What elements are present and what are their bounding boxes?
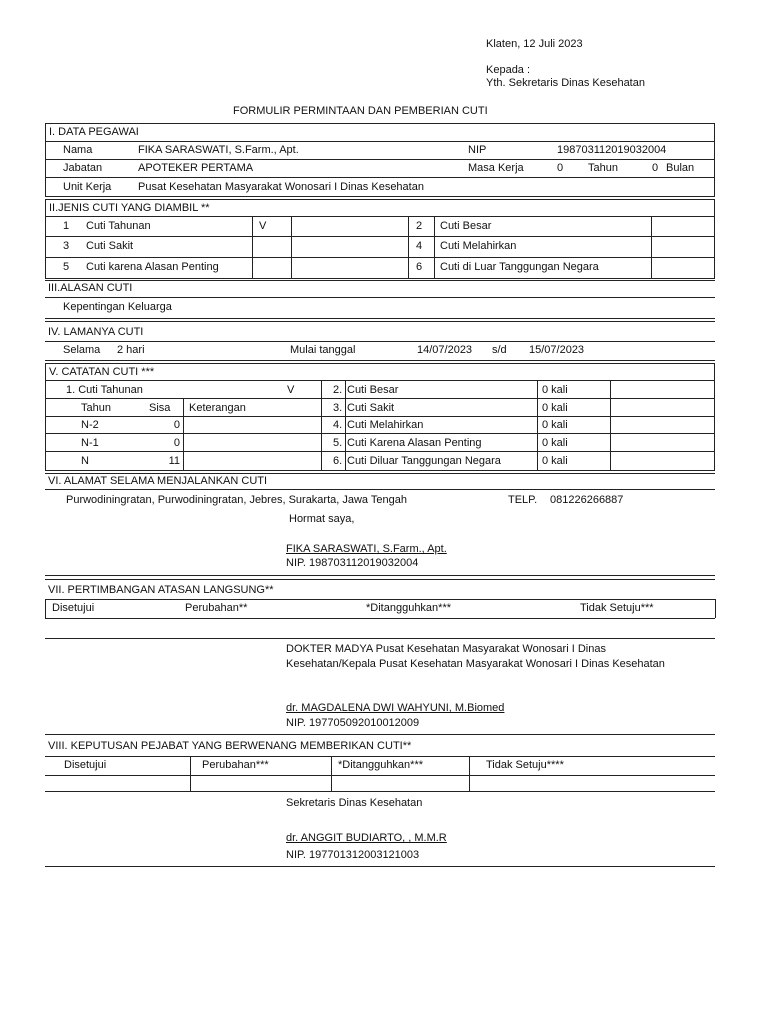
jenis-label: Cuti Tahunan (86, 220, 151, 232)
alasan-value: Kepentingan Keluarga (63, 301, 172, 313)
option-disetujui: Disetujui (52, 602, 95, 614)
nama-value: FIKA SARASWATI, S.Farm., Apt. (138, 144, 299, 156)
option-perubahan: Perubahan** (185, 602, 248, 614)
jabatan-label: Jabatan (63, 162, 103, 174)
year-sisa: 0 (173, 419, 180, 431)
masa-bulan: 0 (652, 162, 659, 174)
catatan-label: Cuti Karena Alasan Penting (347, 437, 482, 449)
selama-label: Selama (63, 344, 101, 356)
section-title: IV. LAMANYA CUTI (48, 326, 144, 338)
section-title: VIII. KEPUTUSAN PEJABAT YANG BERWENANG MEMBERIKAN CUTI** (48, 740, 412, 752)
year-sisa: 0 (173, 437, 180, 449)
section-title: III.ALASAN CUTI (48, 282, 133, 294)
catatan-left-mark: V (287, 384, 295, 396)
year-tahun: N (81, 455, 89, 467)
sd-label: s/d (492, 344, 507, 356)
selama-value: 2 hari (117, 344, 145, 356)
option-perubahan: Perubahan*** (202, 759, 269, 771)
section-title: II.JENIS CUTI YANG DIAMBIL ** (49, 202, 210, 214)
to-label: Kepada : (486, 64, 531, 76)
catatan-value: 0 kali (542, 419, 568, 431)
catatan-value: 0 kali (542, 455, 568, 467)
col-sisa: Sisa (149, 402, 171, 414)
year-tahun: N-1 (81, 437, 99, 449)
applicant-name: FIKA SARASWATI, S.Farm., Apt. (286, 543, 447, 555)
mulai-label: Mulai tanggal (290, 344, 356, 356)
nama-label: Nama (63, 144, 93, 156)
catatan-label: Cuti Sakit (347, 402, 395, 414)
col-tahun: Tahun (81, 402, 111, 414)
address-value: Purwodiningratan, Purwodiningratan, Jebres, Surakarta, Jawa Tengah (66, 494, 407, 506)
col-keterangan: Keterangan (189, 402, 246, 414)
option-disetujui: Disetujui (64, 759, 107, 771)
jenis-no: 6 (416, 261, 423, 273)
catatan-left-title: 1. Cuti Tahunan (66, 384, 143, 396)
unit-kerja-label: Unit Kerja (63, 181, 112, 193)
jenis-no: 2 (416, 220, 423, 232)
catatan-no: 2. (333, 384, 343, 396)
nip-value: 198703112019032004 (557, 144, 667, 156)
section-title: I. DATA PEGAWAI (49, 126, 139, 138)
jenis-no: 4 (416, 240, 423, 252)
catatan-no: 6. (333, 455, 343, 467)
catatan-no: 5. (333, 437, 343, 449)
pejabat-name: dr. ANGGIT BUDIARTO, , M.M.R (286, 832, 447, 844)
option-tidak-setuju: Tidak Setuju**** (486, 759, 564, 771)
to-name: Yth. Sekretaris Dinas Kesehatan (486, 77, 645, 89)
pejabat-nip: NIP. 197701312003121003 (286, 849, 420, 861)
bulan-label: Bulan (666, 162, 695, 174)
jenis-label: Cuti di Luar Tanggungan Negara (440, 261, 599, 273)
end-date: 15/07/2023 (529, 344, 585, 356)
pejabat-title: Sekretaris Dinas Kesehatan (286, 797, 423, 809)
jenis-mark: V (259, 220, 267, 232)
start-date: 14/07/2023 (417, 344, 473, 356)
unit-kerja-value: Pusat Kesehatan Masyarakat Wonosari I Dinas Kesehatan (138, 181, 424, 193)
catatan-value: 0 kali (542, 384, 568, 396)
catatan-label: Cuti Melahirkan (347, 419, 424, 431)
form-title: FORMULIR PERMINTAAN DAN PEMBERIAN CUTI (233, 105, 488, 117)
jabatan-value: APOTEKER PERTAMA (138, 162, 254, 174)
atasan-name: dr. MAGDALENA DWI WAHYUNI, M.Biomed (286, 702, 505, 714)
section-title: VI. ALAMAT SELAMA MENJALANKAN CUTI (48, 475, 268, 487)
section-title: V. CATATAN CUTI *** (49, 366, 155, 378)
masa-tahun: 0 (557, 162, 564, 174)
jenis-label: Cuti Melahirkan (440, 240, 517, 252)
jenis-label: Cuti Sakit (86, 240, 134, 252)
tahun-label: Tahun (588, 162, 618, 174)
option-tidak-setuju: Tidak Setuju*** (580, 602, 654, 614)
option-ditangguhkan: *Ditangguhkan*** (338, 759, 424, 771)
catatan-no: 4. (333, 419, 343, 431)
telp-label: TELP. (508, 494, 538, 506)
year-sisa: 11 (168, 455, 180, 467)
year-tahun: N-2 (81, 419, 99, 431)
masa-kerja-label: Masa Kerja (468, 162, 524, 174)
catatan-label: Cuti Diluar Tanggungan Negara (347, 455, 501, 467)
jenis-label: Cuti Besar (440, 220, 492, 232)
jenis-no: 1 (63, 220, 70, 232)
catatan-value: 0 kali (542, 402, 568, 414)
atasan-title: DOKTER MADYA Pusat Kesehatan Masyarakat Wonosari I Dinas Kesehatan/Kepala Pusat Kesehatan Masyarakat Wonosari I Dinas Kesehatan (286, 643, 665, 670)
atasan-nip: NIP. 197705092010012009 (286, 717, 420, 729)
jenis-label: Cuti karena Alasan Penting (86, 261, 219, 273)
jenis-no: 3 (63, 240, 70, 252)
catatan-label: Cuti Besar (347, 384, 399, 396)
section-title: VII. PERTIMBANGAN ATASAN LANGSUNG** (48, 584, 274, 596)
catatan-no: 3. (333, 402, 343, 414)
catatan-value: 0 kali (542, 437, 568, 449)
hormat-saya: Hormat saya, (289, 513, 355, 525)
applicant-nip: NIP. 198703112019032004 (286, 557, 419, 569)
option-ditangguhkan: *Ditangguhkan*** (366, 602, 452, 614)
telp-value: 081226266887 (550, 494, 624, 506)
place-date: Klaten, 12 Juli 2023 (486, 38, 583, 50)
nip-label: NIP (468, 144, 487, 156)
jenis-no: 5 (63, 261, 70, 273)
